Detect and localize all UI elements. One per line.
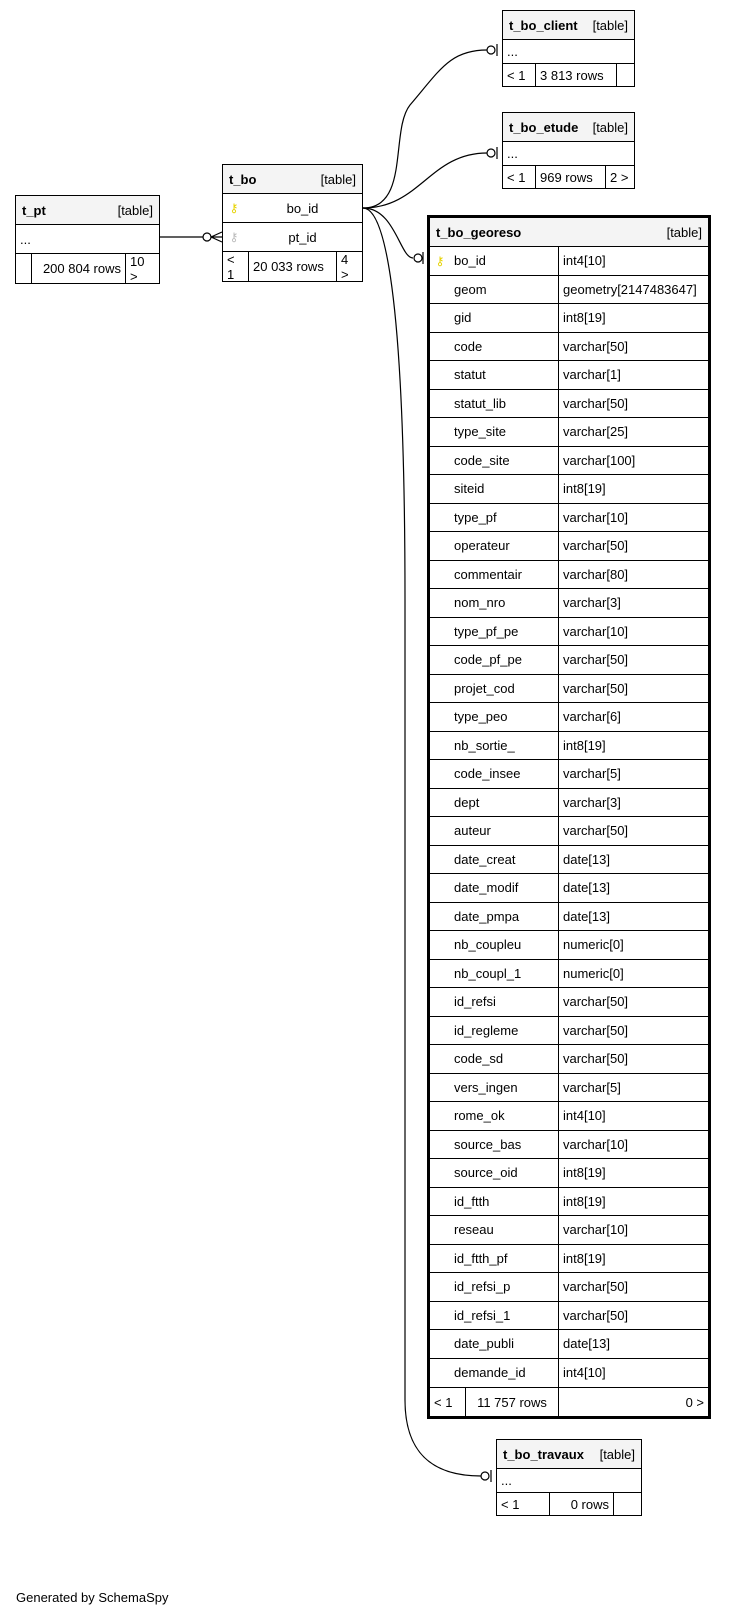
column-row[interactable]: [430, 304, 708, 333]
children-link[interactable]: 4 >: [341, 251, 349, 282]
column-type: varchar[50]: [563, 395, 629, 411]
column-name: geom: [450, 276, 559, 304]
column-row[interactable]: [430, 447, 708, 476]
key-cell: [430, 475, 450, 503]
column-row[interactable]: [430, 903, 708, 932]
column-type: varchar[10]: [563, 1136, 629, 1152]
key-cell: [430, 1216, 450, 1244]
column-row[interactable]: [430, 589, 708, 618]
column-type: varchar[5]: [563, 766, 621, 782]
column-type: varchar[50]: [563, 1279, 629, 1295]
column-type: int4[10]: [563, 1365, 606, 1381]
column-type: numeric[0]: [563, 937, 624, 953]
column-type: varchar[100]: [563, 452, 636, 468]
column-name: source_bas: [450, 1131, 559, 1159]
column-type: varchar[50]: [563, 538, 629, 554]
column-name: nom_nro: [450, 589, 559, 617]
column-row[interactable]: [430, 789, 708, 818]
column-name: dept: [450, 789, 559, 817]
column-type: int8[19]: [563, 1250, 606, 1266]
key-cell: [430, 1273, 450, 1301]
table-footer: [497, 1493, 641, 1515]
column-row[interactable]: [430, 561, 708, 590]
column-type: varchar[50]: [563, 823, 629, 839]
column-row[interactable]: [430, 1359, 708, 1388]
column-name: commentair: [450, 561, 559, 589]
key-cell: [430, 561, 450, 589]
table-name: t_pt: [22, 202, 46, 218]
table-name: t_bo: [229, 171, 257, 187]
table-footer: [223, 252, 362, 281]
edge-t_bo-t_bo_georeso: [363, 208, 413, 258]
key-cell: [430, 532, 450, 560]
key-cell: [430, 1330, 450, 1358]
column-type: varchar[50]: [563, 1051, 629, 1067]
key-cell: [430, 447, 450, 475]
column-type: varchar[10]: [563, 623, 629, 639]
column-row[interactable]: [430, 988, 708, 1017]
table-t_bo_georeso[interactable]: [427, 215, 711, 1419]
column-row[interactable]: [430, 1302, 708, 1331]
column-row[interactable]: [430, 618, 708, 647]
column-row[interactable]: [430, 1074, 708, 1103]
table-name: t_bo_etude: [509, 119, 579, 135]
column-row[interactable]: ⚷ pt_id: [223, 223, 362, 252]
column-name: code_insee: [450, 760, 559, 788]
column-type: varchar[10]: [563, 509, 629, 525]
column-type: date[13]: [563, 880, 610, 896]
column-name: operateur: [450, 532, 559, 560]
children-link[interactable]: [617, 64, 634, 86]
column-type: int8[19]: [563, 481, 606, 497]
table-name: t_bo_travaux: [503, 1446, 584, 1462]
key-cell: [430, 732, 450, 760]
key-cell: [430, 960, 450, 988]
key-cell: [430, 1359, 450, 1388]
generated-by-label: Generated by SchemaSpy: [16, 1590, 169, 1605]
parents-link[interactable]: < 1: [503, 64, 536, 86]
column-name: projet_cod: [450, 675, 559, 703]
column-type: varchar[25]: [563, 424, 629, 440]
column-type: int4[10]: [563, 253, 606, 269]
key-cell: [430, 703, 450, 731]
table-name: t_bo_client: [509, 17, 578, 33]
key-cell: [430, 361, 450, 389]
parents-link[interactable]: [16, 254, 32, 283]
column-row[interactable]: ⚷ bo_id: [223, 194, 362, 223]
column-name: type_site: [450, 418, 559, 446]
column-type: varchar[50]: [563, 338, 629, 354]
column-type: varchar[50]: [563, 680, 629, 696]
edge-t_bo-t_bo_etude: [363, 153, 487, 208]
column-name: rome_ok: [450, 1102, 559, 1130]
column-name: code: [450, 333, 559, 361]
column-name: id_ftth_pf: [450, 1245, 559, 1273]
column-type: int8[19]: [563, 1165, 606, 1181]
key-cell: [430, 1188, 450, 1216]
column-name: siteid: [450, 475, 559, 503]
column-row[interactable]: [430, 1216, 708, 1245]
children-link[interactable]: 2 >: [610, 169, 629, 185]
table-kind: [table]: [117, 202, 153, 218]
column-row[interactable]: [430, 247, 708, 276]
column-type: date[13]: [563, 851, 610, 867]
row-count: 3 813 rows: [536, 64, 617, 86]
table-kind: [table]: [592, 119, 628, 135]
table-header: [223, 165, 362, 194]
table-kind: [table]: [592, 17, 628, 33]
table-footer: [503, 64, 634, 86]
column-row[interactable]: [430, 846, 708, 875]
column-name: id_regleme: [450, 1017, 559, 1045]
column-row[interactable]: [430, 1330, 708, 1359]
column-type: geometry[2147483647]: [563, 281, 697, 297]
column-row[interactable]: [430, 675, 708, 704]
column-type: varchar[80]: [563, 566, 629, 582]
key-cell: [430, 1017, 450, 1045]
table-footer: [16, 254, 159, 283]
placeholder-row: ...: [503, 142, 634, 166]
column-row[interactable]: [430, 1131, 708, 1160]
column-type: varchar[50]: [563, 1307, 629, 1323]
key-cell: [430, 418, 450, 446]
key-cell: [430, 931, 450, 959]
table-footer: [430, 1387, 708, 1416]
column-row[interactable]: [430, 703, 708, 732]
placeholder-row: ...: [497, 1469, 641, 1493]
column-type: numeric[0]: [563, 965, 624, 981]
column-name: id_refsi: [450, 988, 559, 1016]
column-name: nb_sortie_: [450, 732, 559, 760]
key-cell: [430, 333, 450, 361]
key-cell: [430, 618, 450, 646]
column-name: vers_ingen: [450, 1074, 559, 1102]
column-type: int8[19]: [563, 310, 606, 326]
column-name: auteur: [450, 817, 559, 845]
column-row[interactable]: [430, 390, 708, 419]
column-name: date_creat: [450, 846, 559, 874]
table-kind: [table]: [666, 224, 702, 240]
key-cell: [430, 1159, 450, 1187]
key-cell: [430, 903, 450, 931]
table-kind: [table]: [599, 1446, 635, 1462]
column-name: date_pmpa: [450, 903, 559, 931]
column-row[interactable]: [430, 532, 708, 561]
table-t_bo_etude[interactable]: [502, 112, 635, 189]
column-name: type_pf: [450, 504, 559, 532]
key-cell: [430, 1102, 450, 1130]
column-type: int8[19]: [563, 737, 606, 753]
column-type: date[13]: [563, 1336, 610, 1352]
column-type: varchar[10]: [563, 1222, 629, 1238]
column-row[interactable]: [430, 732, 708, 761]
column-name: type_pf_pe: [450, 618, 559, 646]
row-count: 200 804 rows: [32, 254, 126, 283]
table-t_bo[interactable]: [222, 164, 363, 282]
column-row[interactable]: [430, 333, 708, 362]
table-header: [503, 113, 634, 142]
table-t_bo_client[interactable]: [502, 10, 635, 87]
column-row[interactable]: [430, 960, 708, 989]
column-name: id_refsi_p: [450, 1273, 559, 1301]
column-type: varchar[6]: [563, 709, 621, 725]
column-row[interactable]: [430, 1273, 708, 1302]
key-cell: [430, 789, 450, 817]
parents-link[interactable]: < 1: [430, 1388, 466, 1416]
key-cell: [430, 817, 450, 845]
column-row[interactable]: [430, 276, 708, 305]
column-type: varchar[5]: [563, 1079, 621, 1095]
table-t_bo_travaux[interactable]: [496, 1439, 642, 1516]
column-name: reseau: [450, 1216, 559, 1244]
column-name: nb_coupleu: [450, 931, 559, 959]
column-name: nb_coupl_1: [450, 960, 559, 988]
key-cell: [430, 1302, 450, 1330]
row-count: 20 033 rows: [249, 252, 337, 281]
column-row[interactable]: [430, 1188, 708, 1217]
primary-key-icon: ⚷: [229, 201, 239, 215]
parents-link[interactable]: < 1: [223, 252, 249, 281]
key-cell: [430, 760, 450, 788]
table-header: [503, 11, 634, 40]
column-type: varchar[50]: [563, 652, 629, 668]
column-name: demande_id: [450, 1359, 559, 1388]
key-cell: [430, 276, 450, 304]
key-cell: [430, 874, 450, 902]
column-row[interactable]: [430, 418, 708, 447]
column-row[interactable]: [430, 931, 708, 960]
key-cell: [430, 1131, 450, 1159]
key-cell: [430, 846, 450, 874]
table-header: [16, 196, 159, 225]
column-name: source_oid: [450, 1159, 559, 1187]
column-row[interactable]: [430, 475, 708, 504]
column-name: gid: [450, 304, 559, 332]
column-type: int8[19]: [563, 1193, 606, 1209]
children-link[interactable]: 10 >: [130, 253, 145, 284]
key-cell: [430, 589, 450, 617]
column-name: id_ftth: [450, 1188, 559, 1216]
table-name: t_bo_georeso: [436, 224, 522, 240]
key-cell: [430, 504, 450, 532]
children-link[interactable]: [614, 1493, 641, 1515]
column-name: type_peo: [450, 703, 559, 731]
column-type: varchar[50]: [563, 994, 629, 1010]
column-row[interactable]: [430, 1159, 708, 1188]
column-name: statut: [450, 361, 559, 389]
table-header: [430, 218, 708, 247]
column-name: date_publi: [450, 1330, 559, 1358]
children-link[interactable]: 0 >: [685, 1394, 704, 1410]
placeholder-row: ...: [16, 225, 159, 254]
column-type: varchar[3]: [563, 794, 621, 810]
key-cell: [430, 304, 450, 332]
column-row[interactable]: [430, 1017, 708, 1046]
column-name: code_site: [450, 447, 559, 475]
row-count: 0 rows: [550, 1493, 614, 1515]
column-name: statut_lib: [450, 390, 559, 418]
parents-link[interactable]: < 1: [497, 1493, 550, 1515]
column-row[interactable]: [430, 504, 708, 533]
key-cell: [430, 675, 450, 703]
placeholder-row: ...: [503, 40, 634, 64]
column-row[interactable]: [430, 1102, 708, 1131]
column-name: code_sd: [450, 1045, 559, 1073]
key-cell: [430, 1245, 450, 1273]
column-row[interactable]: [430, 646, 708, 675]
parents-link[interactable]: < 1: [503, 166, 536, 188]
key-cell: [430, 988, 450, 1016]
table-footer: [503, 166, 634, 188]
column-name: code_pf_pe: [450, 646, 559, 674]
column-type: varchar[50]: [563, 1022, 629, 1038]
column-type: varchar[3]: [563, 595, 621, 611]
column-name: id_refsi_1: [450, 1302, 559, 1330]
column-row[interactable]: [430, 1045, 708, 1074]
column-row[interactable]: [430, 1245, 708, 1274]
column-name: date_modif: [450, 874, 559, 902]
column-name: bo_id: [450, 247, 559, 275]
column-row[interactable]: [430, 760, 708, 789]
column-row[interactable]: [430, 817, 708, 846]
column-type: date[13]: [563, 908, 610, 924]
key-cell: [430, 1074, 450, 1102]
column-type: varchar[1]: [563, 367, 621, 383]
table-header: [497, 1440, 641, 1469]
edge-t_bo-t_bo_client: [363, 50, 487, 208]
row-count: 11 757 rows: [466, 1388, 559, 1416]
key-cell: [430, 1045, 450, 1073]
column-type: int4[10]: [563, 1108, 606, 1124]
table-t_pt[interactable]: [15, 195, 160, 284]
column-row[interactable]: [430, 874, 708, 903]
primary-key-icon: ⚷: [435, 253, 445, 268]
column-row[interactable]: [430, 361, 708, 390]
key-cell: [430, 247, 450, 275]
key-cell: [430, 646, 450, 674]
row-count: 969 rows: [536, 166, 606, 188]
foreign-key-icon: ⚷: [229, 230, 239, 244]
table-kind: [table]: [320, 171, 356, 187]
key-cell: [430, 390, 450, 418]
